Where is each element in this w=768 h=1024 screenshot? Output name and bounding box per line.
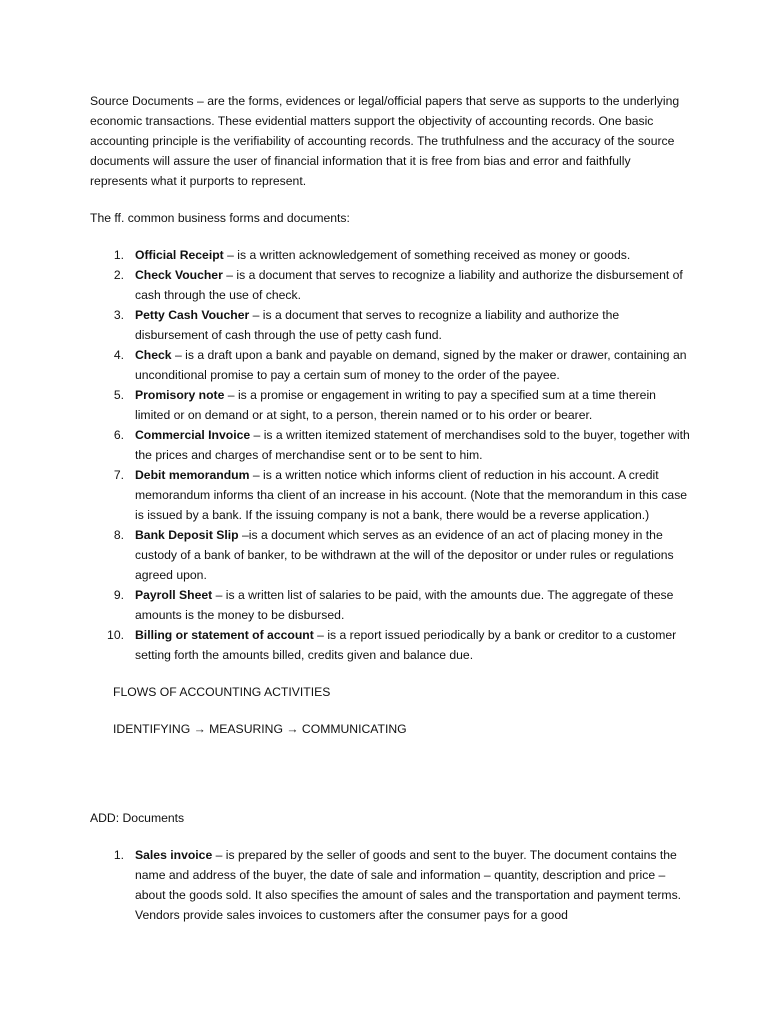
list-item bbox=[90, 345, 690, 385]
list-item-term: Check bbox=[135, 348, 172, 362]
list-item bbox=[90, 425, 690, 465]
list-item-number: 6. bbox=[113, 428, 124, 442]
list-item-number: 7. bbox=[113, 468, 124, 482]
list-item-description: – is a written notice which informs client of reduction in his account. A credit memorandum informs tha client of an increase in his account. (Note that the memorandum in this case is issued by a bank. If the issuing company is not a bank, there would be a reverse application.) bbox=[135, 468, 688, 522]
list-item-number: 1. bbox=[113, 848, 124, 862]
list-item-term: Bank Deposit Slip bbox=[135, 528, 239, 542]
list-item-term: Promisory note bbox=[135, 388, 225, 402]
list-item-description: – is a promise or engagement in writing to pay a specified sum at a time therein limited or on demand or at sight, to a person, therein named or to his order or bearer. bbox=[135, 388, 656, 422]
list-item bbox=[90, 385, 690, 425]
list-item-description: – is a document that serves to recognize a liability and authorize the disbursement of cash through the use of petty cash fund. bbox=[135, 308, 620, 342]
documents-lead: The ff. common business forms and documents: bbox=[90, 211, 350, 225]
list-item-term: Commercial Invoice bbox=[135, 428, 251, 442]
add-documents-list bbox=[90, 845, 690, 925]
list-item-term: Payroll Sheet bbox=[135, 588, 213, 602]
list-item-description: – is a written acknowledgement of something received as money or goods. bbox=[223, 248, 631, 262]
list-item-number: 1. bbox=[113, 248, 124, 262]
list-item-term: Official Receipt bbox=[135, 248, 224, 262]
list-item-number: 8. bbox=[113, 528, 124, 542]
list-item-number: 10. bbox=[107, 628, 124, 642]
list-item-term: Sales invoice bbox=[135, 848, 213, 862]
list-item bbox=[90, 625, 690, 665]
list-item-description: –is a document which serves as an evidence of an act of placing money in the custody of a bank of banker, to be withdrawn at the will of the depositor or under rules or regulations agreed upon. bbox=[135, 528, 674, 582]
list-item-description: – is a draft upon a bank and payable on demand, signed by the maker or drawer, containing an unconditional promise to pay a certain sum of money to the order of the payee. bbox=[135, 348, 687, 382]
list-item bbox=[90, 245, 690, 265]
list-item-term: Petty Cash Voucher bbox=[135, 308, 250, 322]
list-item bbox=[90, 265, 690, 305]
list-item-number: 2. bbox=[113, 268, 124, 282]
list-item-description: – is a document that serves to recognize a liability and authorize the disbursement of cash through the use of check. bbox=[135, 268, 683, 302]
list-item-number: 9. bbox=[113, 588, 124, 602]
list-item-term: Billing or statement of account bbox=[135, 628, 314, 642]
list-item bbox=[90, 845, 690, 925]
add-documents-heading: ADD: Documents bbox=[90, 811, 185, 825]
list-item-description: – is prepared by the seller of goods and sent to the buyer. The document contains the name and address of the buyer, the date of sale and information – quantity, description and price – about the goods sold. It also specifies the amount of sales and the transportation and payment terms. Vendors provide sales invoices to customers after the consumer pays for a good bbox=[135, 848, 682, 922]
list-item-term: Check Voucher bbox=[135, 268, 223, 282]
list-item-description: – is a written list of salaries to be paid, with the amounts due. The aggregate of these amounts is the money to be disbursed. bbox=[135, 588, 674, 622]
list-item-number: 3. bbox=[113, 308, 124, 322]
intro-paragraph: Source Documents – are the forms, evidences or legal/official papers that serve as supports to the underlying economic transactions. These evidential matters support the objectivity of accounting records. One basic accounting principle is the verifiability of accounting records. The truthfulness and the accuracy of the source documents will assure the user of financial information that it is free from bias and error and faithfully represents what it purports to represent. bbox=[90, 94, 680, 188]
list-item-number: 5. bbox=[113, 388, 124, 402]
list-item bbox=[90, 525, 690, 585]
flows-sequence: IDENTIFYING → MEASURING → COMMUNICATING bbox=[113, 722, 407, 736]
list-item-description: – is a report issued periodically by a bank or creditor to a customer setting forth the amounts billed, credits given and balance due. bbox=[135, 628, 677, 662]
list-item bbox=[90, 465, 690, 525]
list-item-term: Debit memorandum bbox=[135, 468, 250, 482]
list-item bbox=[90, 585, 690, 625]
flows-heading: FLOWS OF ACCOUNTING ACTIVITIES bbox=[113, 685, 331, 699]
list-item-number: 4. bbox=[113, 348, 124, 362]
documents-list bbox=[90, 245, 690, 665]
document-page bbox=[90, 91, 690, 925]
list-item-description: – is a written itemized statement of merchandises sold to the buyer, together with the prices and charges of merchandise sent or to be sent to him. bbox=[135, 428, 690, 462]
list-item bbox=[90, 305, 690, 345]
